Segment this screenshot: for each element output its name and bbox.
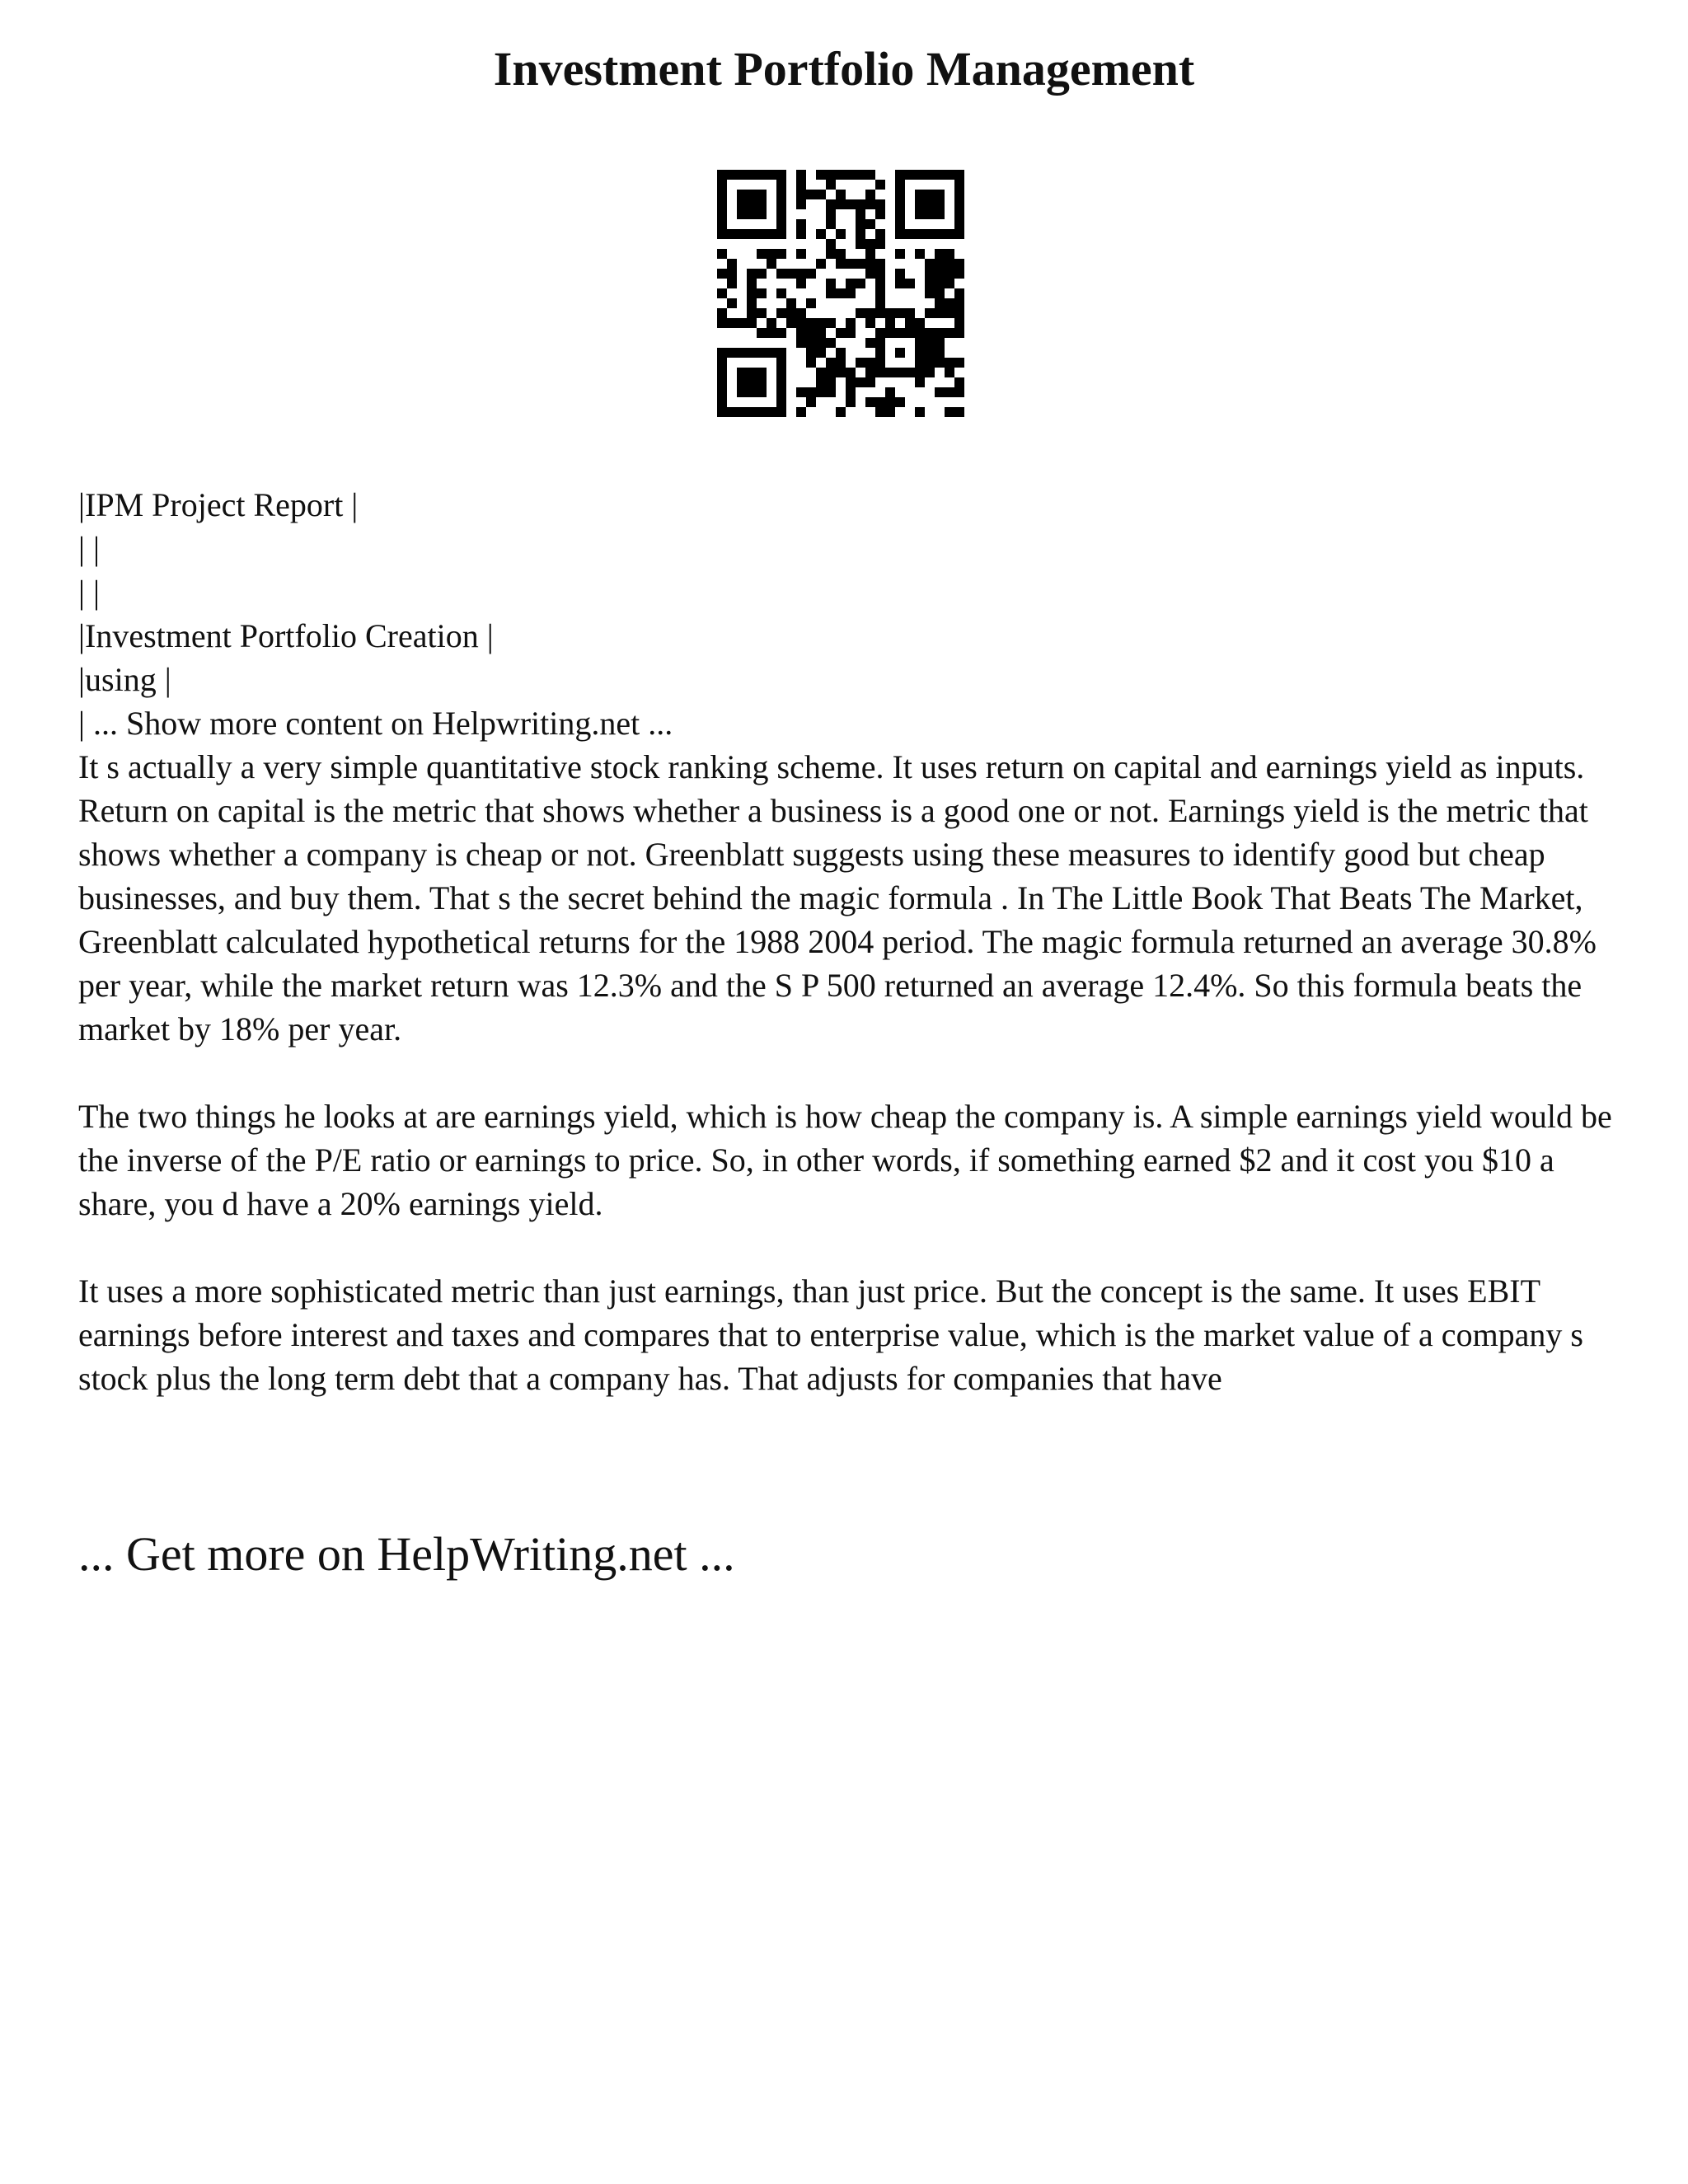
header-line: | | — [78, 530, 101, 567]
document-title: Investment Portfolio Management — [493, 42, 1195, 96]
show-more-link[interactable]: | ... Show more content on Helpwriting.net ... — [78, 705, 673, 742]
header-line: | | — [78, 574, 101, 611]
header-line: |using | — [78, 661, 171, 698]
header-line: |IPM Project Report | — [78, 486, 359, 523]
paragraph: The two things he looks at are earnings yield, which is how cheap the company is. A simple earnings yield would be the inverse of the P/E ratio or earnings to price. So, in other words, if something earned $2 and it cost you $10 a share, you d have a 20% earnings yield. — [78, 1098, 1612, 1222]
paragraph: It s actually a very simple quantitative stock ranking scheme. It uses return on capital and earnings yield as inputs. Return on capital is the metric that shows whether a business is a good one or not. Earnings yield is the metric that shows whether a company is cheap or not. Greenblatt suggests using these measures to identify good but cheap businesses, and buy them. That s the secret behind the magic formula . In The Little Book That Beats The Market, Greenblatt calculated hypothetical returns for the 1988 2004 period. The magic formula returned an average 30.8% per year, while the market return was 12.3% and the S P 500 returned an average 12.4%. So this formula beats the market by 18% per year. — [78, 748, 1597, 1047]
document-body — [78, 483, 1628, 1400]
qr-code-icon — [717, 170, 964, 417]
header-line: |Investment Portfolio Creation | — [78, 617, 494, 654]
get-more-link[interactable]: ... Get more on HelpWriting.net ... — [78, 1527, 735, 1581]
paragraph: It uses a more sophisticated metric than just earnings, than just price. But the concept is the same. It uses EBIT earnings before interest and taxes and compares that to enterprise value, which is the market value of a company s stock plus the long term debt that a company has. That adjusts for companies that have — [78, 1272, 1583, 1397]
